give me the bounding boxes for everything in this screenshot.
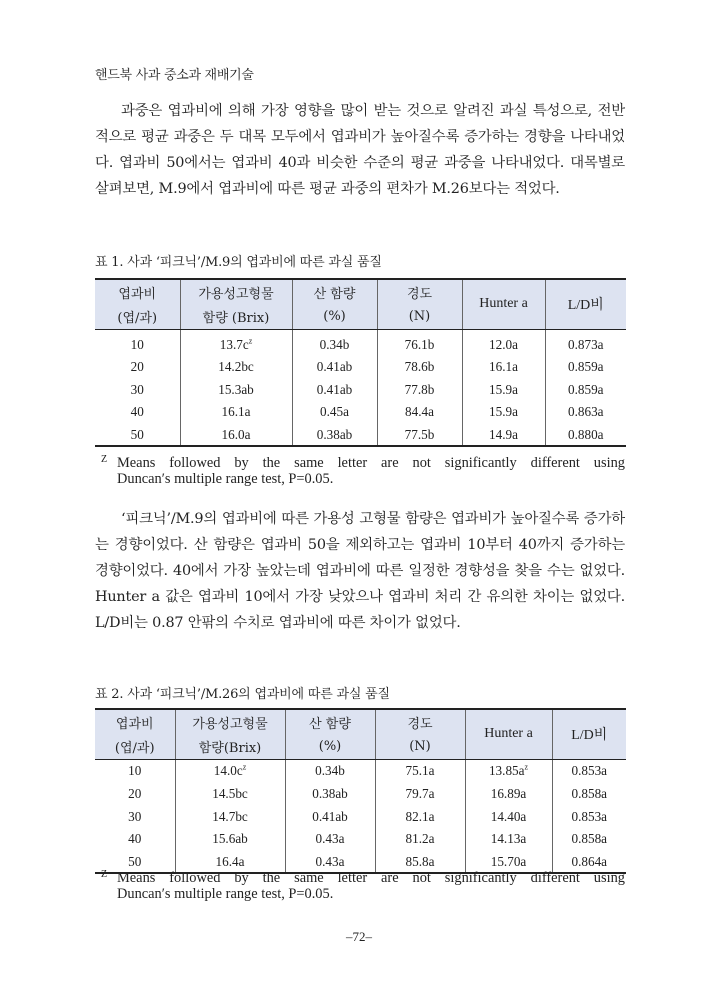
table-cell: 0.873a: [545, 329, 626, 356]
table-row: [95, 329, 626, 356]
table-cell: 30: [95, 806, 175, 829]
table-cell: 76.1b: [377, 329, 462, 356]
table1-caption: 표 1. 사과 ‘피크닉’/M.9의 엽과비에 따른 과실 품질: [95, 255, 382, 270]
table-cell: 0.34b: [285, 759, 375, 783]
table-row: [95, 759, 626, 783]
table-cell: 14.5bc: [175, 783, 285, 806]
t1-header-hunter-a: Hunter a: [462, 279, 545, 329]
table-cell: 79.7a: [375, 783, 465, 806]
t2-header-soluble-solids: 가용성고형물: [175, 709, 285, 734]
table-cell: 14.13a: [465, 828, 552, 851]
table-cell: 78.6b: [377, 356, 462, 379]
table-cell: 0.863a: [545, 401, 626, 424]
table-cell: 15.9a: [462, 379, 545, 402]
table-cell: 0.858a: [552, 783, 626, 806]
paragraph-m9-results: ‘피크닉’/M.9의 엽과비에 따른 가용성 고형물 함량은 엽과비가 높아질수록 증가하는 경향이었다. 산 함량은 엽과비 50을 제외하고는 엽과비 10부터 40까지 증가하는 경향이었다. 40에서 가장 높았는데 엽과비에 따른 일정한 경향성을 찾을 수는 없었다. Hunter a 값은 엽과비 10에서 가장 낮았으나 엽과비 처리 간 유의한 차이는 없었다. L/D비는 0.87 안팎의 수치로 엽과비에 따른 차이가 없었다.: [95, 511, 625, 631]
t1-header-leaf-ratio: 엽과비: [95, 279, 180, 304]
table-cell: 81.2a: [375, 828, 465, 851]
table-cell: 75.1a: [375, 759, 465, 783]
table-cell: 0.41ab: [292, 356, 377, 379]
t1-header-acidity: 산 함량: [292, 279, 377, 304]
footnote-marker: z: [524, 762, 529, 772]
table-cell: 0.880a: [545, 424, 626, 447]
table-cell: 82.1a: [375, 806, 465, 829]
table-row: [95, 424, 626, 447]
table-cell: 0.853a: [552, 759, 626, 783]
table-row: [95, 783, 626, 806]
t1-header-firmness: 경도: [377, 279, 462, 304]
table-row: [95, 806, 626, 829]
table-cell: 15.9a: [462, 401, 545, 424]
table-cell: 0.38ab: [285, 783, 375, 806]
footnote-line1: Means followed by the same letter are not significantly different using: [117, 455, 625, 471]
table-cell: 40: [95, 828, 175, 851]
table1-footnote: [95, 455, 625, 487]
table-cell: 20: [95, 356, 180, 379]
table-cell: 14.40a: [465, 806, 552, 829]
table-cell: 12.0a: [462, 329, 545, 356]
table-cell: 16.4a: [175, 851, 285, 874]
table-cell: 0.41ab: [292, 379, 377, 402]
table-cell: 77.8b: [377, 379, 462, 402]
footnote-mark: Z: [101, 869, 108, 880]
footnote-line1: Means followed by the same letter are not significantly different using: [117, 870, 625, 886]
t2-header-acidity: 산 함량: [285, 709, 375, 734]
table-cell: 20: [95, 783, 175, 806]
t2-header-acidity-unit: (%): [285, 734, 375, 759]
table-cell: 15.3ab: [180, 379, 292, 402]
table-cell: $13.7c^z$: [180, 329, 292, 356]
t1-header-soluble-solids-unit: 함량 (Brix): [180, 304, 292, 329]
table-cell: 0.38ab: [292, 424, 377, 447]
table-cell: 30: [95, 379, 180, 402]
table-cell: 0.43a: [285, 828, 375, 851]
table-row: [95, 828, 626, 851]
table2-fruit-quality-m26: [95, 708, 626, 874]
table-cell: 0.43a: [285, 851, 375, 874]
table1-fruit-quality-m9: [95, 278, 626, 447]
table-row: [95, 401, 626, 424]
table-cell: 0.45a: [292, 401, 377, 424]
table-cell: 0.858a: [552, 828, 626, 851]
table-cell: 0.853a: [552, 806, 626, 829]
table-cell: 0.859a: [545, 379, 626, 402]
t1-header-firmness-unit: (N): [377, 304, 462, 329]
paragraph-fruit-weight: 과중은 엽과비에 의해 가장 영향을 많이 받는 것으로 알려진 과실 특성으로, 전반적으로 평균 과중은 두 대목 모두에서 엽과비가 높아질수록 증가하는 경향을 나타내었다. 엽과비 50에서는 엽과비 40과 비슷한 수준의 평균 과중을 나타내었다. 대목별로 살펴보면, M.9에서 엽과비에 따른 평균 과중의 편차가 M.26보다는 적었다.: [95, 103, 625, 197]
table-cell: 16.1a: [462, 356, 545, 379]
t2-header-hunter-a: Hunter a: [465, 709, 552, 759]
t1-header-soluble-solids: 가용성고형물: [180, 279, 292, 304]
t2-header-ld-ratio: L/D비: [552, 709, 626, 759]
table-cell: 14.2bc: [180, 356, 292, 379]
table-cell: 77.5b: [377, 424, 462, 447]
table-cell: 15.70a: [465, 851, 552, 874]
table2-caption: 표 2. 사과 ‘피크닉’/M.26의 엽과비에 따른 과실 품질: [95, 687, 390, 702]
table-cell: 16.1a: [180, 401, 292, 424]
page-number: –72–: [346, 929, 372, 944]
footnote-line2: Duncan′s multiple range test, P=0.05.: [117, 886, 334, 902]
t2-header-leaf-ratio: 엽과비: [95, 709, 175, 734]
table-cell: 84.4a: [377, 401, 462, 424]
t1-header-acidity-unit: (%): [292, 304, 377, 329]
table-cell: 14.9a: [462, 424, 545, 447]
table-row: [95, 356, 626, 379]
footnote-marker: z: [248, 336, 253, 346]
table-cell: 0.41ab: [285, 806, 375, 829]
table-cell: 10: [95, 759, 175, 783]
table-cell: 40: [95, 401, 180, 424]
table-cell: 16.0a: [180, 424, 292, 447]
running-header: 핸드북 사과 중소과 재배기술: [95, 68, 254, 83]
table-cell: 50: [95, 424, 180, 447]
table2-footnote: [95, 870, 625, 902]
table-cell: $14.0c^z$: [175, 759, 285, 783]
table-cell: 14.7bc: [175, 806, 285, 829]
table-row: [95, 379, 626, 402]
t2-header-firmness-unit: (N): [375, 734, 465, 759]
table-cell: 50: [95, 851, 175, 874]
table-cell: 85.8a: [375, 851, 465, 874]
table-cell: $13.85a^z$: [465, 759, 552, 783]
footnote-line2: Duncan′s multiple range test, P=0.05.: [117, 471, 334, 487]
table-cell: 10: [95, 329, 180, 356]
table-cell: 0.864a: [552, 851, 626, 874]
table-cell: 0.859a: [545, 356, 626, 379]
table-cell: 15.6ab: [175, 828, 285, 851]
table-cell: 0.34b: [292, 329, 377, 356]
table-cell: 16.89a: [465, 783, 552, 806]
t1-header-ld-ratio: L/D비: [545, 279, 626, 329]
t2-header-firmness: 경도: [375, 709, 465, 734]
footnote-marker: z: [242, 762, 247, 772]
footnote-mark: Z: [101, 454, 108, 465]
t2-header-soluble-solids-unit: 함량(Brix): [175, 734, 285, 759]
t2-header-leaf-ratio-unit: (엽/과): [95, 734, 175, 759]
t1-header-leaf-ratio-unit: (엽/과): [95, 304, 180, 329]
